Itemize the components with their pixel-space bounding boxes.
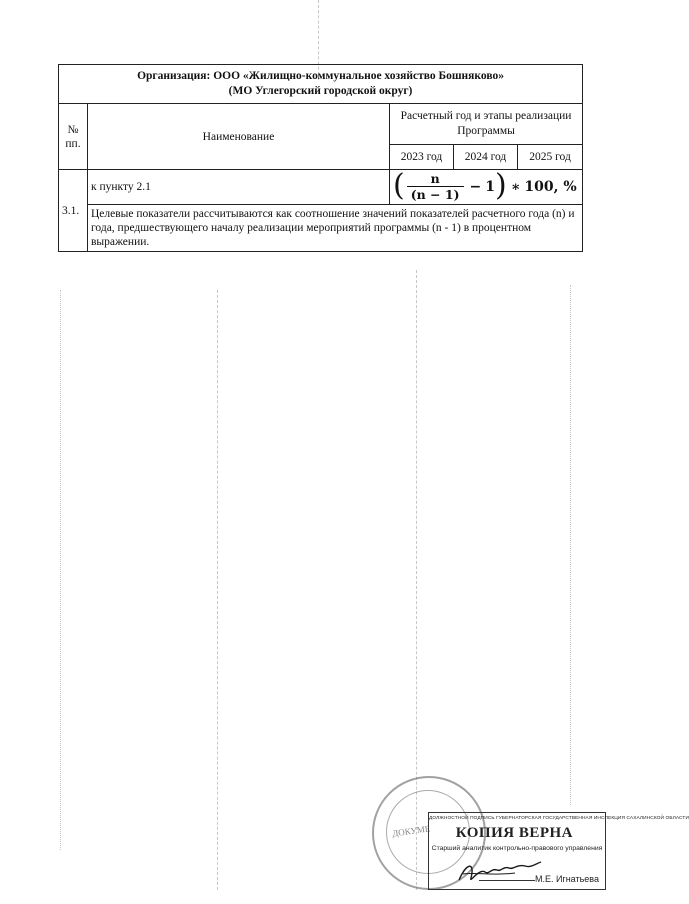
row-number: 3.1. [59, 170, 88, 252]
year-2023: 2023 год [390, 145, 454, 170]
formula-denominator: (n − 1) [407, 186, 464, 202]
row-name: к пункту 2.1 [88, 170, 390, 205]
scan-artifact-line [570, 285, 571, 805]
table-row [59, 170, 583, 205]
description-row [59, 205, 583, 252]
column-header-name: Наименование [88, 104, 390, 170]
formula-numerator: n [430, 171, 440, 186]
formula-fraction [407, 172, 464, 202]
organization-row [59, 65, 583, 104]
column-header-period-line1: Расчетный год и этапы реализации [400, 110, 572, 122]
year-2025: 2025 год [518, 145, 583, 170]
formula-one: 1 [485, 179, 495, 195]
organization-name: Организация: ООО «Жилищно-коммунальное хозяйство Бошняково» [137, 70, 504, 82]
formula [393, 167, 577, 203]
stamp-title: КОПИЯ ВЕРНА [455, 825, 573, 841]
indicators-table [58, 64, 583, 252]
year-2024: 2024 год [454, 145, 518, 170]
stamp-signature-area [437, 860, 599, 886]
column-header-period-line2: Программы [457, 125, 515, 137]
stamp-signer-name: М.Е. Игнатьева [534, 874, 599, 884]
column-header-number [59, 104, 88, 170]
column-header-period [390, 104, 583, 145]
scan-artifact-line [217, 290, 218, 890]
signature-line [479, 880, 535, 881]
formula-tail: 100, % [524, 179, 577, 195]
scan-artifact-line [60, 290, 61, 850]
formula-times: ∗ [510, 179, 521, 195]
stamp-header: ДОЛЖНОСТНОЙ ПОДПИСЬ ГУБЕРНАТОРСКАЯ ГОСУДАРСТВЕННАЯ ИНСПЕКЦИЯ САХАЛИНСКОЙ ОБЛАСТИ [429, 816, 689, 821]
formula-left-paren: ( [393, 167, 405, 203]
formula-minus: − [469, 179, 482, 195]
column-header-number-line2: пп. [65, 137, 81, 150]
row-description: Целевые показатели рассчитываются как соотношение значений показателей расчетного года (n) и года, предшествующего началу реализации мероприятий программы (n - 1) в процентном выражении. [88, 205, 583, 252]
organization-header [59, 65, 583, 104]
formula-cell [390, 167, 583, 205]
municipality-name: (МО Углегорский городской округ) [228, 85, 413, 97]
stamp-position: Старший аналитик контрольно-правового управления [431, 845, 603, 852]
header-row [59, 104, 583, 145]
seal-text: ДОКУМЕ [391, 823, 431, 839]
signature-icon [455, 858, 545, 886]
certified-copy-stamp [428, 812, 689, 890]
column-header-number-line1: № [67, 123, 79, 136]
formula-right-paren: ) [495, 167, 507, 203]
